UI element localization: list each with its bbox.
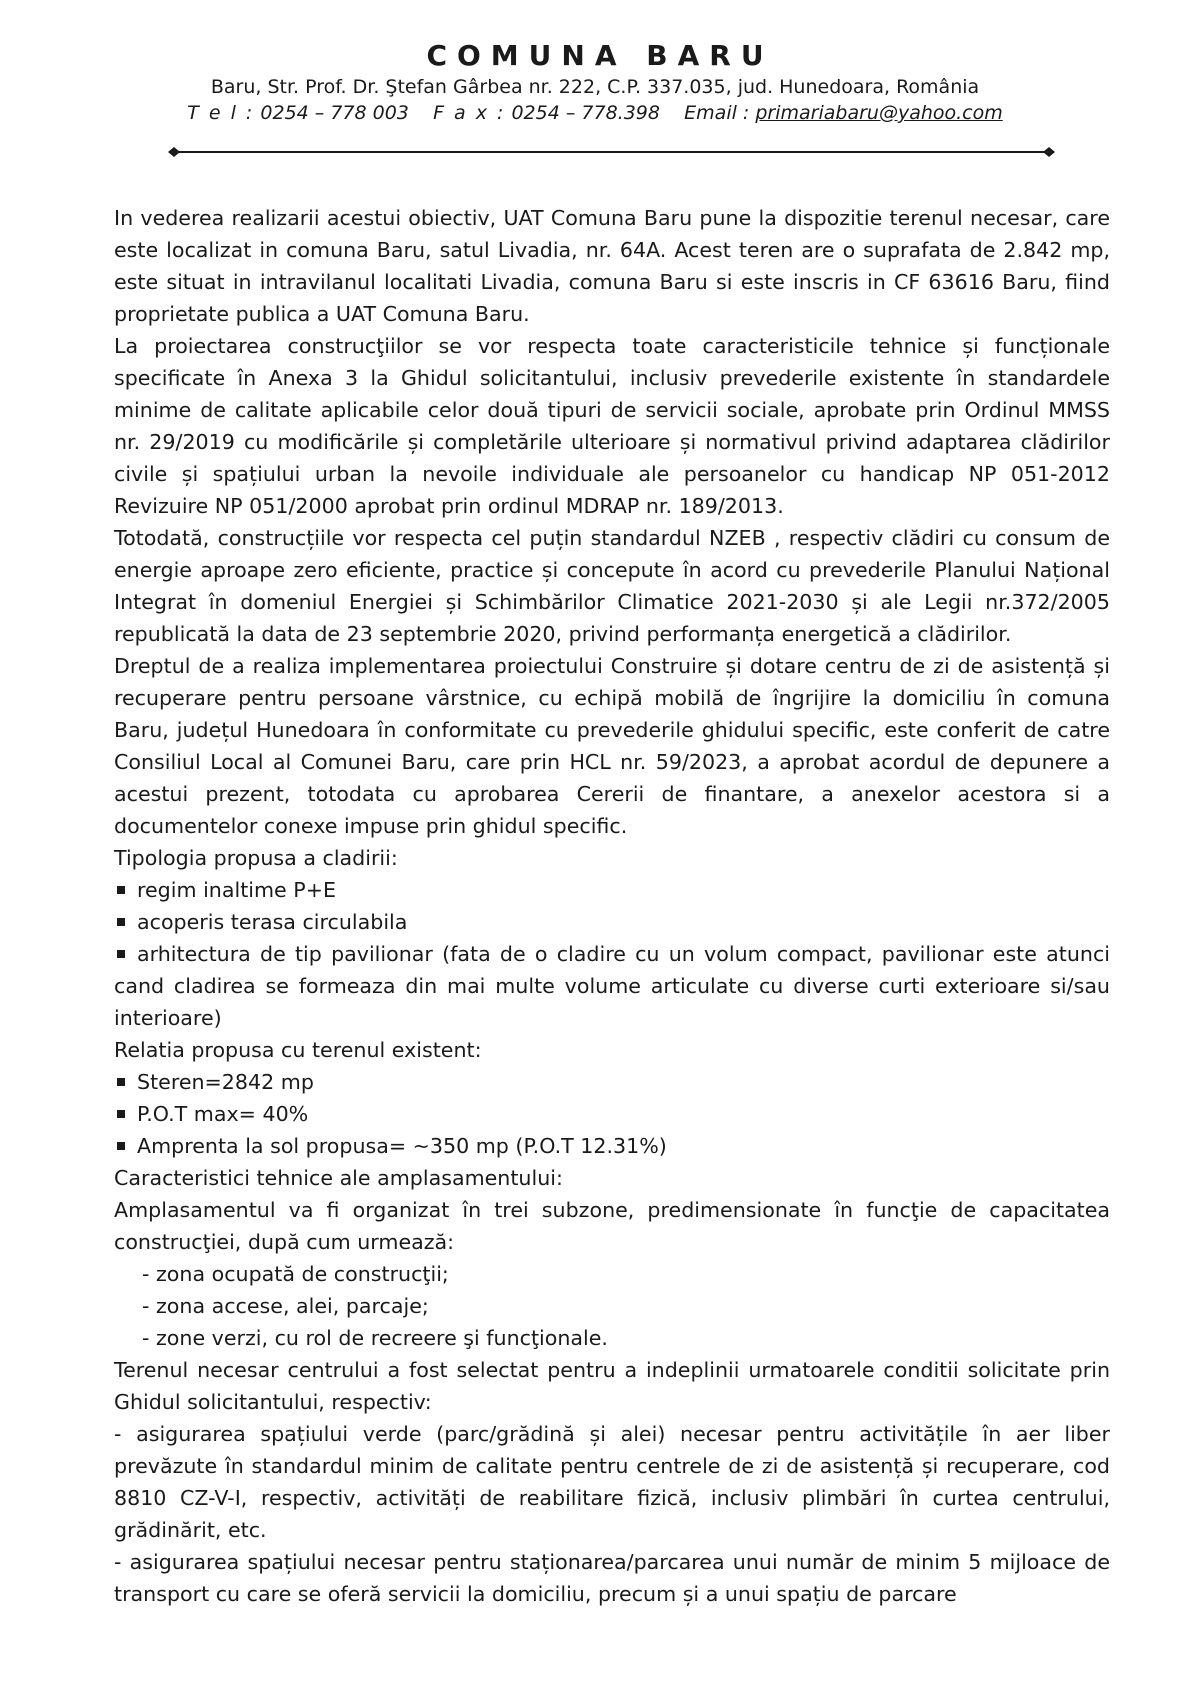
tel-value: 0254 – 778 003 [260,102,409,124]
email-label: Email : [684,102,750,124]
heading-tipologia: Tipologia propusa a cladirii: [114,846,398,870]
fax-label: F a x : [433,102,506,124]
bullet-square-icon [117,918,125,926]
letterhead-title: COMUNA BARU [426,39,774,72]
tel-label: T e l : [187,102,255,124]
bullet-square-icon [117,886,125,894]
letterhead-contact [0,100,1190,126]
list-item: P.O.T max= 40% [114,1098,1110,1130]
list-item: - zona ocupată de construcţii; [142,1262,449,1286]
paragraph-teren: In vederea realizarii acestui obiectiv, UAT Comuna Baru pune la dispozitie terenul necesar, care este localizat in comuna Baru, satul Livadia, nr. 64A. Acest teren are o suprafata de 2.842 mp, este situat in intravilanul localitati Livadia, comuna Baru si este inscris in CF 63616 Baru, fiind proprietate publica a UAT Comuna Baru. [114,206,1110,326]
list-item: acoperis terasa circulabila [114,906,1110,938]
paragraph-nzeb: Totodată, construcțiile vor respecta cel puțin standardul NZEB , respectiv clădiri cu consum de energie aproape zero eficiente, practice și concepute în acord cu prevederile Planului Național Integrat în domeniul Energiei și Schimbărilor Climatice 2021-2030 și ale Legii nr.372/2005 republicată la data de 23 septembrie 2020, privind performanța energetică a clădirilor. [114,526,1110,646]
list-item: Amprenta la sol propusa= ~350 mp (P.O.T 12.31%) [114,1130,1110,1162]
bullet-square-icon [117,1078,125,1086]
bullet-square-icon [117,1110,125,1118]
paragraph-spatiu-verde: - asigurarea spațiului verde (parc/grădină și alei) necesar pentru activitățile în aer liber prevăzute în standardul minim de calitate pentru centrele de zi de asistență și recuperare, cod 8810 CZ-V-I, respectiv, activități de reabilitare fizică, inclusiv plimbări în curtea centrului, grădinărit, etc. [114,1422,1110,1542]
list-item: arhitectura de tip pavilionar (fata de o cladire cu un volum compact, pavilionar este atunci cand cladirea se formeaza din mai multe volume articulate cu diverse curti exterioare si/sau interioare) [114,942,1110,1030]
letterhead-divider [168,145,1055,159]
paragraph-dreptul: Dreptul de a realiza implementarea proiectului Construire și dotare centru de zi de asistență și recuperare pentru persoane vârstnice, cu echipă mobilă de îngrijire la domiciliu în comuna Baru, județul Hunedoara în conformitate cu prevederile ghidului specific, este conferit de catre Consiliul Local al Comunei Baru, care prin HCL nr. 59/2023, a aprobat acordul de depunere a acestui prezent, totodata cu aprobarea Cererii de finantare, a anexelor acestora si a documentelor conexe impuse prin ghidul specific. [114,654,1110,838]
paragraph-amplasament: Amplasamentul va fi organizat în trei subzone, predimensionate în funcţie de capacitatea construcţiei, după cum urmează: [114,1198,1110,1254]
list-item: Steren=2842 mp [114,1066,1110,1098]
list-item: - zone verzi, cu rol de recreere şi funcţionale. [142,1326,608,1350]
heading-caracteristici: Caracteristici tehnice ale amplasamentului: [114,1166,563,1190]
letterhead-address: Baru, Str. Prof. Dr. Ştefan Gârbea nr. 222, C.P. 337.035, jud. Hunedoara, România [210,76,980,98]
document-body [114,202,1110,1610]
letterhead [0,38,1190,126]
list-item: - zona accese, alei, parcaje; [142,1294,429,1318]
paragraph-proiectare: La proiectarea construcţiilor se vor respecta toate caracteristicile tehnice și funcționale specificate în Anexa 3 la Ghidul solicitantului, inclusiv prevederile existente în standardele minime de calitate aplicabile celor două tipuri de servicii sociale, aprobate prin Ordinul MMSS nr. 29/2019 cu modificările și completările ulterioare și normativul privind adaptarea clădirilor civile și spațiului urban la nevoile individuale ale persoanelor cu handicap NP 051-2012 Revizuire NP 051/2000 aprobat prin ordinul MDRAP nr. 189/2013. [114,334,1110,518]
paragraph-conditii: Terenul necesar centrului a fost selectat pentru a indeplinii urmatoarele conditii solicitate prin Ghidul solicitantului, respectiv: [114,1358,1110,1414]
bullet-square-icon [117,1142,125,1150]
paragraph-parcare: - asigurarea spațiului necesar pentru staționarea/parcarea unui număr de minim 5 mijloace de transport cu care se oferă servicii la domiciliu, precum și a unui spațiu de parcare [114,1550,1110,1606]
fax-value: 0254 – 778.398 [511,102,660,124]
heading-relatia: Relatia propusa cu terenul existent: [114,1038,482,1062]
bullet-square-icon [117,950,125,958]
email-link[interactable]: primariabaru@yahoo.com [755,102,1003,124]
list-item: regim inaltime P+E [114,874,1110,906]
